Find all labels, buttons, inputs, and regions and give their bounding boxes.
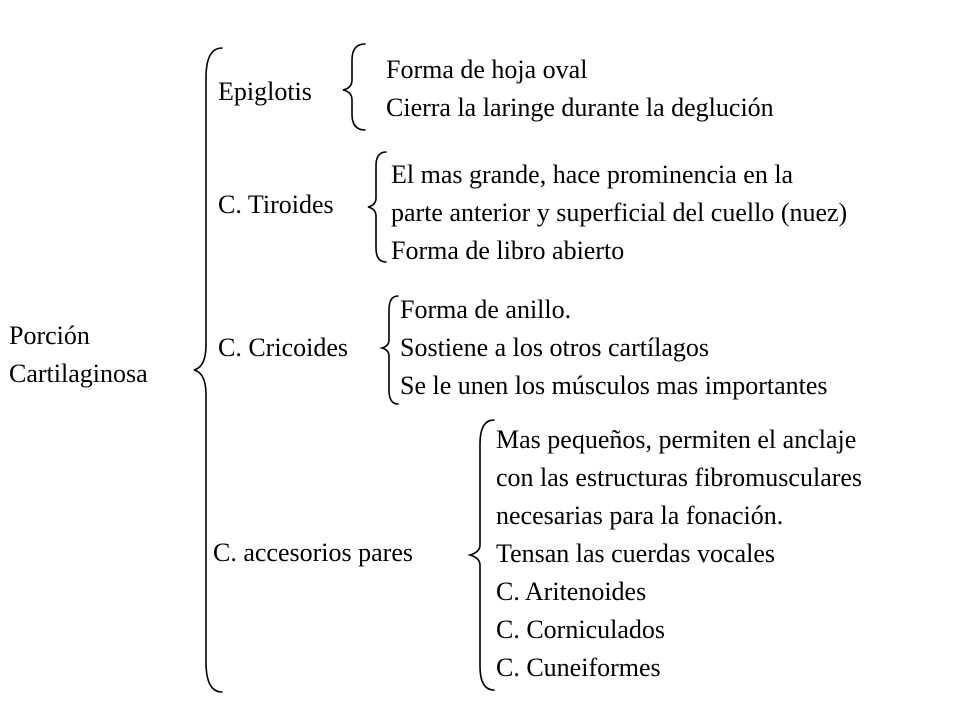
detail-line: El mas grande, hace prominencia en la (391, 160, 794, 189)
branch-label-accesorios: C. accesorios pares (213, 538, 413, 567)
detail-line: Forma de hoja oval (386, 55, 588, 84)
detail-line: C. Corniculados (496, 615, 665, 644)
detail-line: C. Aritenoides (496, 577, 647, 606)
root-label (9, 317, 148, 393)
detail-line: Forma de anillo. (400, 295, 572, 324)
tiroides-brace (368, 152, 386, 262)
accesorios-brace (470, 420, 494, 690)
branch-label-cricoides: C. Cricoides (218, 333, 348, 362)
branch-label-epiglotis: Epiglotis (218, 77, 312, 106)
root-label-line-2: Cartilaginosa (9, 359, 148, 388)
epiglotis-brace (343, 44, 365, 130)
branch-label-tiroides: C. Tiroides (218, 190, 334, 219)
branch-details-epiglotis (386, 51, 774, 127)
detail-line: Sostiene a los otros cartílagos (400, 333, 710, 362)
detail-line: Se le unen los músculos mas importantes (400, 371, 828, 400)
branch-details-accesorios (496, 421, 862, 687)
cricoides-brace (382, 296, 398, 404)
detail-line: Mas pequeños, permiten el anclaje (496, 425, 857, 454)
detail-line: con las estructuras fibromusculares (496, 463, 863, 492)
main-brace (194, 48, 222, 692)
detail-line: necesarias para la fonación. (496, 501, 784, 530)
root-label-line-1: Porción (9, 321, 90, 350)
detail-line: C. Cuneiformes (496, 653, 661, 682)
branch-details-tiroides (391, 156, 847, 270)
detail-line: Forma de libro abierto (391, 236, 625, 265)
detail-line: Tensan las cuerdas vocales (496, 539, 776, 568)
detail-line: Cierra la laringe durante la deglución (386, 93, 774, 122)
branch-details-cricoides (400, 291, 828, 405)
detail-line: parte anterior y superficial del cuello (nuez) (391, 198, 848, 227)
